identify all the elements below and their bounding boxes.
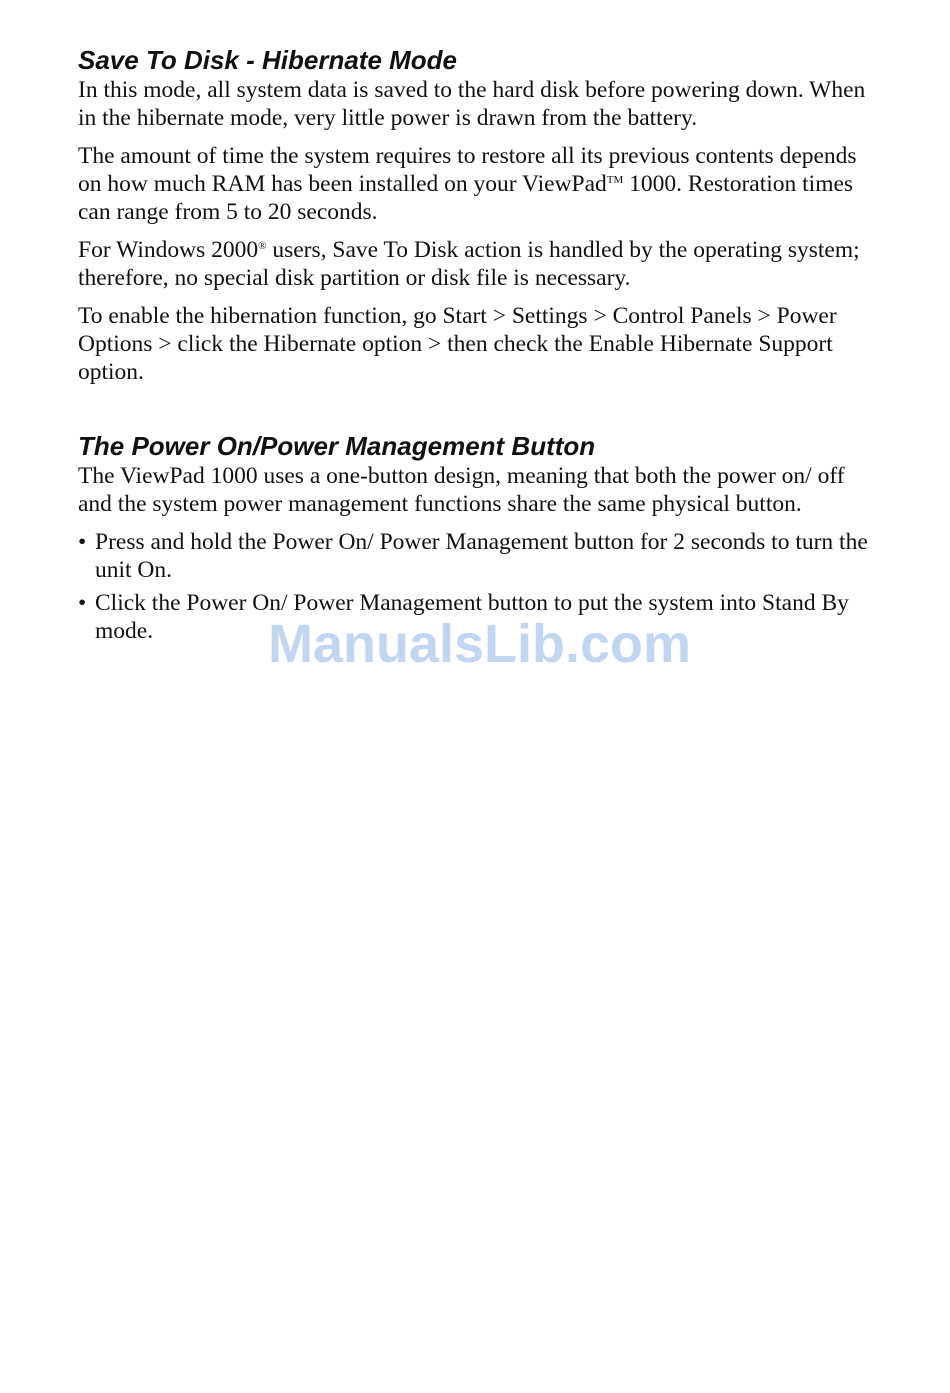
paragraph-enable-hibernation: To enable the hibernation function, go Start > Settings > Control Panels > Power Options > click the Hibernate option > then check the Enable Hibernate Support option. <box>78 303 837 385</box>
registered-mark: ® <box>258 240 267 252</box>
watermark: ManualsLib.com <box>268 614 692 674</box>
list-item <box>78 528 878 584</box>
restore-time-text-b: 1000. Restoration times can range from 5 to 20 seconds. <box>78 171 854 225</box>
section-heading-power-button: The Power On/Power Management Button <box>78 431 596 461</box>
paragraph-one-button-design: The ViewPad 1000 uses a one-button design, meaning that both the power on/ off and the system power management functions share the same physical button. <box>78 463 845 517</box>
document-page <box>78 44 878 650</box>
restore-time-text-a: The amount of time the system requires to restore all its previous contents depends on how much RAM has been installed on your ViewPad <box>78 143 857 197</box>
bullet-list <box>78 528 878 645</box>
bullet-icon: • <box>78 590 87 616</box>
section-heading-hibernate: Save To Disk - Hibernate Mode <box>78 45 458 75</box>
list-item-text: Click the Power On/ Power Management button to put the system into Stand By mode. <box>95 590 849 644</box>
paragraph-hibernate-intro: In this mode, all system data is saved to the hard disk before powering down. When in the hibernate mode, very little power is drawn from the battery. <box>78 77 866 131</box>
windows-text-a: For Windows 2000 <box>78 237 259 263</box>
trademark-mark: TM <box>606 174 624 186</box>
paragraph-windows-2000 <box>78 236 878 292</box>
bullet-icon: • <box>78 529 87 555</box>
list-item-text: Press and hold the Power On/ Power Management button for 2 seconds to turn the unit On. <box>95 529 868 583</box>
paragraph-restore-time <box>78 142 878 226</box>
list-item <box>78 589 878 645</box>
windows-text-b: users, Save To Disk action is handled by the operating system; therefore, no special disk partition or disk file is necessary. <box>78 237 860 291</box>
